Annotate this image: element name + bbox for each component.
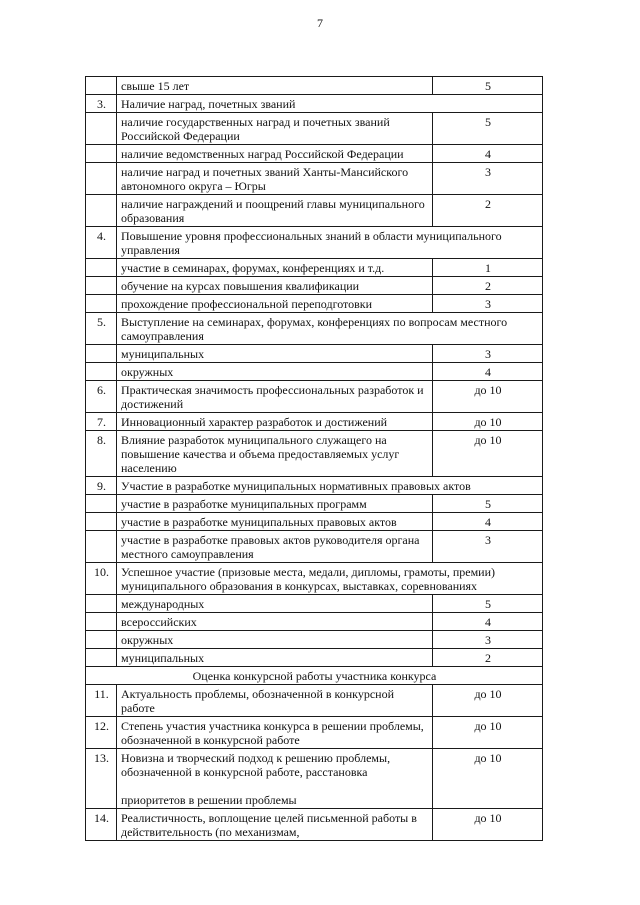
empty-number-cell (86, 649, 117, 667)
score-cell: 5 (433, 495, 543, 513)
score-cell: 5 (433, 595, 543, 613)
criterion-number: 12. (86, 717, 117, 749)
score-cell: 3 (433, 163, 543, 195)
empty-number-cell (86, 495, 117, 513)
criterion-header-row (86, 95, 543, 113)
empty-number-cell (86, 295, 117, 313)
score-cell: 3 (433, 345, 543, 363)
criteria-table-body (86, 77, 543, 841)
sub-criterion-text: наличие государственных наград и почетных званий Российской Федерации (117, 113, 433, 145)
criterion-number: 3. (86, 95, 117, 113)
sub-criterion-text: обучение на курсах повышения квалификации (117, 277, 433, 295)
sub-criterion-row (86, 495, 543, 513)
empty-number-cell (86, 595, 117, 613)
sub-criterion-text: международных (117, 595, 433, 613)
sub-criterion-row (86, 363, 543, 381)
criterion-text: Реалистичность, воплощение целей письменной работы в действительность (по механизмам, (117, 809, 433, 841)
criterion-number: 6. (86, 381, 117, 413)
score-cell: до 10 (433, 685, 543, 717)
sub-criterion-text: участие в разработке муниципальных правовых актов (117, 513, 433, 531)
sub-criterion-row (86, 259, 543, 277)
score-cell: 4 (433, 145, 543, 163)
sub-criterion-text: наличие ведомственных наград Российской Федерации (117, 145, 433, 163)
criterion-text: Влияние разработок муниципального служащего на повышение качества и объема предоставляемых услуг населению (117, 431, 433, 477)
score-cell: до 10 (433, 431, 543, 477)
criterion-header-row (86, 563, 543, 595)
score-cell: 1 (433, 259, 543, 277)
criterion-title: Выступление на семинарах, форумах, конференциях по вопросам местного самоуправления (117, 313, 543, 345)
sub-criterion-row (86, 113, 543, 145)
criterion-row (86, 717, 543, 749)
empty-number-cell (86, 531, 117, 563)
sub-criterion-row (86, 277, 543, 295)
sub-criterion-row (86, 295, 543, 313)
score-cell: до 10 (433, 809, 543, 841)
criterion-row (86, 413, 543, 431)
sub-criterion-row (86, 513, 543, 531)
page-number: 7 (317, 16, 323, 30)
score-cell: 4 (433, 513, 543, 531)
sub-criterion-text: наличие награждений и поощрений главы муниципального образования (117, 195, 433, 227)
criteria-table (85, 76, 543, 841)
criterion-header-row (86, 313, 543, 345)
sub-criterion-text: окружных (117, 363, 433, 381)
empty-number-cell (86, 345, 117, 363)
blank-line (121, 779, 429, 793)
sub-criterion-row (86, 595, 543, 613)
sub-criterion-text: прохождение профессиональной переподготовки (117, 295, 433, 313)
criterion-title: Участие в разработке муниципальных нормативных правовых актов (117, 477, 543, 495)
sub-criterion-row (86, 345, 543, 363)
sub-criterion-text: участие в семинарах, форумах, конференциях и т.д. (117, 259, 433, 277)
section-header-row (86, 667, 543, 685)
sub-criterion-row (86, 613, 543, 631)
empty-number-cell (86, 145, 117, 163)
criterion-row (86, 749, 543, 809)
score-cell: 3 (433, 631, 543, 649)
criterion-text-part1: Новизна и творческий подход к решению проблемы, обозначенной в конкурсной работе, расстановка (121, 751, 391, 779)
sub-criterion-row (86, 631, 543, 649)
sub-criterion-row (86, 145, 543, 163)
score-cell: 4 (433, 363, 543, 381)
sub-criterion-row (86, 195, 543, 227)
criterion-text: Степень участия участника конкурса в решении проблемы, обозначенной в конкурсной работе (117, 717, 433, 749)
score-cell: 2 (433, 195, 543, 227)
score-cell: до 10 (433, 413, 543, 431)
score-cell: 5 (433, 77, 543, 95)
criterion-title: Повышение уровня профессиональных знаний в области муниципального управления (117, 227, 543, 259)
empty-number-cell (86, 277, 117, 295)
score-cell: 3 (433, 531, 543, 563)
criterion-text: Практическая значимость профессиональных разработок и достижений (117, 381, 433, 413)
empty-number-cell (86, 259, 117, 277)
criterion-number: 11. (86, 685, 117, 717)
criterion-header-row (86, 477, 543, 495)
criterion-row (86, 381, 543, 413)
criterion-number: 8. (86, 431, 117, 477)
sub-criterion-text: наличие наград и почетных званий Ханты-Мансийского автономного округа – Югры (117, 163, 433, 195)
empty-number-cell (86, 631, 117, 649)
empty-number-cell (86, 77, 117, 95)
sub-criterion-text: участие в разработке муниципальных программ (117, 495, 433, 513)
criterion-number: 4. (86, 227, 117, 259)
sub-criterion-row (86, 649, 543, 667)
empty-number-cell (86, 613, 117, 631)
sub-criterion-row (86, 77, 543, 95)
criterion-text: Актуальность проблемы, обозначенной в конкурсной работе (117, 685, 433, 717)
score-cell: 3 (433, 295, 543, 313)
empty-number-cell (86, 163, 117, 195)
sub-criterion-text: участие в разработке правовых актов руководителя органа местного самоуправления (117, 531, 433, 563)
section-title: Оценка конкурсной работы участника конкурса (86, 667, 543, 685)
score-cell: 2 (433, 649, 543, 667)
sub-criterion-text: муниципальных (117, 649, 433, 667)
sub-criterion-text: муниципальных (117, 345, 433, 363)
criterion-number: 10. (86, 563, 117, 595)
criterion-row (86, 809, 543, 841)
score-cell: 4 (433, 613, 543, 631)
criterion-number: 5. (86, 313, 117, 345)
criterion-row (86, 685, 543, 717)
score-cell: 5 (433, 113, 543, 145)
criterion-text-part2: приоритетов в решении проблемы (121, 793, 297, 807)
empty-number-cell (86, 195, 117, 227)
criterion-number: 14. (86, 809, 117, 841)
criterion-title: Наличие наград, почетных званий (117, 95, 543, 113)
sub-criterion-row (86, 531, 543, 563)
criterion-header-row (86, 227, 543, 259)
criterion-row (86, 431, 543, 477)
empty-number-cell (86, 513, 117, 531)
sub-criterion-row (86, 163, 543, 195)
score-cell: до 10 (433, 717, 543, 749)
empty-number-cell (86, 113, 117, 145)
empty-number-cell (86, 363, 117, 381)
score-cell: до 10 (433, 381, 543, 413)
sub-criterion-text: всероссийских (117, 613, 433, 631)
criterion-title: Успешное участие (призовые места, медали, дипломы, грамоты, премии) муниципального образования в конкурсах, выставках, соревнованиях (117, 563, 543, 595)
criterion-number: 9. (86, 477, 117, 495)
sub-criterion-text: свыше 15 лет (117, 77, 433, 95)
criterion-number: 13. (86, 749, 117, 809)
score-cell: 2 (433, 277, 543, 295)
score-cell: до 10 (433, 749, 543, 809)
criterion-text: Инновационный характер разработок и достижений (117, 413, 433, 431)
sub-criterion-text: окружных (117, 631, 433, 649)
criterion-text (117, 749, 433, 809)
criterion-number: 7. (86, 413, 117, 431)
